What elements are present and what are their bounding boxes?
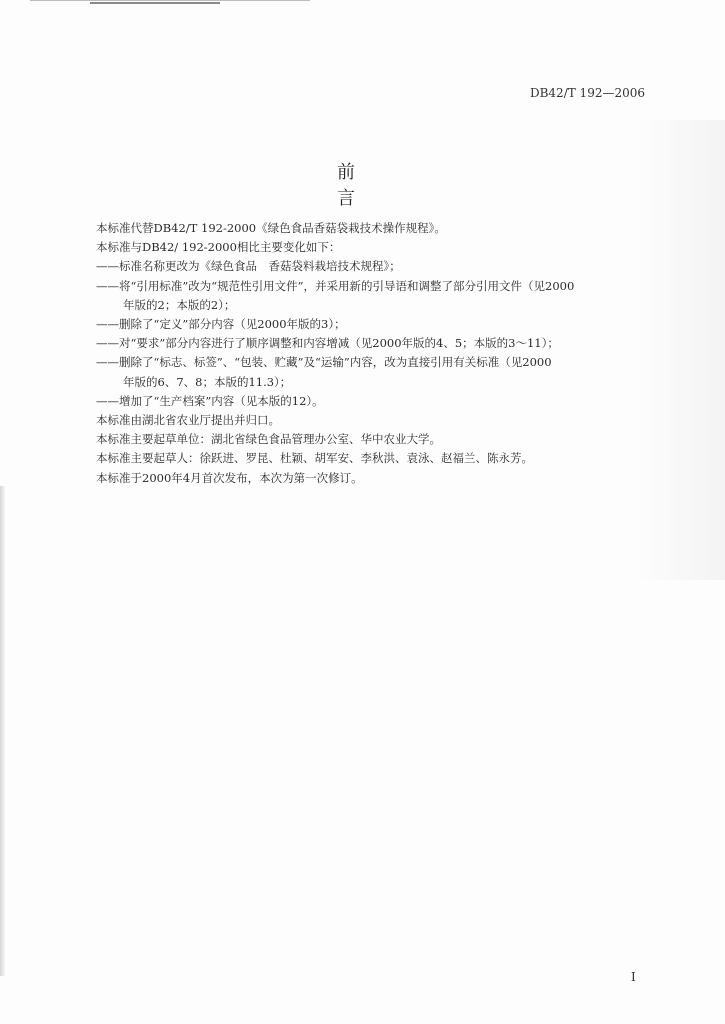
text-line: ——标准名称更改为《绿色食品 香菇袋料栽培技术规程》；: [96, 259, 401, 274]
text-line: ——删除了“定义”部分内容（见2000年版的3）；: [96, 317, 346, 332]
text-line: 本标准主要起草人：徐跃进、罗昆、杜颖、胡军安、李秋洪、袁泳、赵福兰、陈永芳。: [96, 451, 533, 466]
text-line: 本标准代替DB42/T 192-2000《绿色食品香菇袋栽技术操作规程》。: [96, 221, 446, 235]
page-number: I: [631, 970, 636, 984]
foreword-body: [96, 219, 650, 488]
scan-edge-top: [30, 0, 310, 7]
text-line: ——对“要求”部分内容进行了顺序调整和内容增减（见2000年版的4、5；本版的3～11）；: [96, 336, 559, 351]
text-line: 本标准于2000年4月首次发布，本次为第一次修订。: [96, 470, 363, 485]
text-line: 年版的2；本版的2）；: [123, 297, 236, 312]
text-line: ——删除了“标志、标签”、“包装、贮藏”及“运输”内容，改为直接引用有关标准（见2000: [96, 355, 552, 370]
page-title: 前 言: [337, 162, 429, 209]
scan-edge-left: [0, 486, 5, 976]
text-line: ——将“引用标准”改为“规范性引用文件”，并采用新的引导语和调整了部分引用文件（见2000: [96, 278, 575, 293]
text-line: 本标准主要起草单位：湖北省绿色食品管理办公室、华中农业大学。: [96, 432, 441, 447]
text-line: 本标准与DB42/ 192-2000相比主要变化如下：: [96, 240, 341, 255]
document-code: DB42/T 192—2006: [529, 86, 645, 100]
text-line: ——增加了“生产档案”内容（见本版的12）。: [96, 393, 324, 408]
text-line: 本标准由湖北省农业厅提出并归口。: [96, 413, 280, 428]
text-line: 年版的6、7、8；本版的11.3）；: [123, 374, 292, 389]
